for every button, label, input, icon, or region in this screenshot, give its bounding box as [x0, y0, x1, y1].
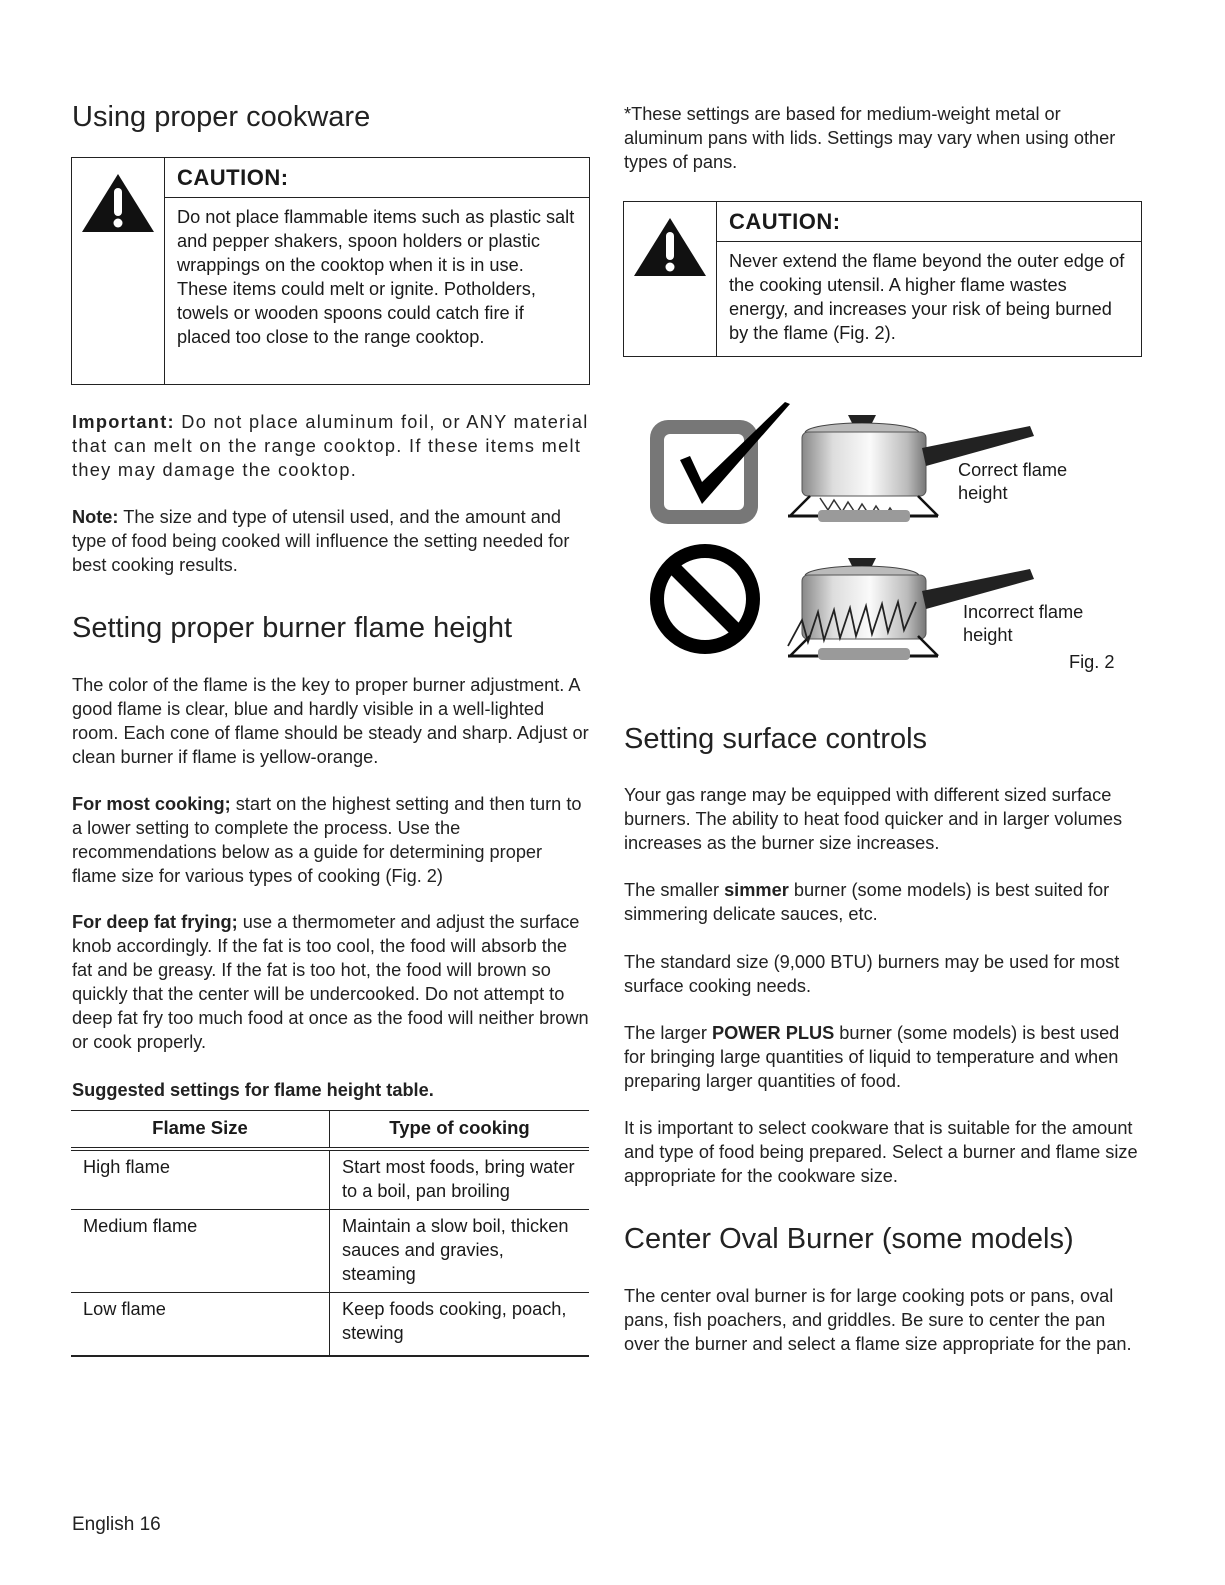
caution-heading: CAUTION:	[165, 158, 589, 198]
important-label: Important:	[72, 412, 175, 432]
cooking-type-cell: Start most foods, bring water to a boil, pan broiling	[330, 1149, 590, 1210]
settings-note: *These settings are based for medium-weight metal or aluminum pans with lids. Settings may vary when using other types of pans.	[624, 104, 1116, 172]
table-header-row	[71, 1111, 589, 1150]
flame-size-cell: Medium flame	[71, 1210, 330, 1293]
prohibited-icon	[657, 551, 753, 647]
caution-text: Never extend the flame beyond the outer edge of the cooking utensil. A higher flame wastes energy, and increases your risk of being burned by the flame (Fig. 2).	[729, 251, 1125, 343]
correct-flame-label	[958, 459, 1067, 505]
table-row	[71, 1210, 589, 1293]
caution-heading: CAUTION:	[717, 202, 1141, 242]
deep-fat-text: use a thermometer and adjust the surface knob accordingly. If the fat is too cool, the food will absorb the fat and be greasy. If the fat is too hot, the food will brown so quickly that the center will be undercooked. Do not attempt to deep fat fry too much food at once as the food will neither brown or cook properly.	[72, 912, 589, 1052]
section-title-oval-burner: Center Oval Burner (some models)	[624, 1223, 1074, 1255]
deep-fat-paragraph	[72, 910, 590, 1054]
surface-para-4	[624, 1021, 1144, 1093]
section-title-surface-controls: Setting surface controls	[624, 723, 928, 755]
flame-settings-table	[71, 1110, 589, 1357]
check-icon	[650, 402, 790, 524]
cooking-type-cell: Keep foods cooking, poach, stewing	[330, 1293, 590, 1357]
surface-para-4-c: burner (some models) is best used for bringing large quantities of liquid to temperature and when preparing larger quantities of food.	[624, 1023, 1120, 1091]
table-row	[71, 1293, 589, 1357]
warning-icon	[80, 172, 156, 234]
surface-para-3: The standard size (9,000 BTU) burners may be used for most surface cooking needs.	[624, 952, 1120, 996]
flame-size-cell: Low flame	[71, 1293, 330, 1357]
section-title-cookware: Using proper cookware	[72, 101, 371, 133]
caution-text: Do not place flammable items such as plastic salt and pepper shakers, spoon holders or plastic wrappings on the cooktop when it is in use. These items could melt or ignite. Potholders, towels or wooden spoons could catch fire if placed too close to the range cooktop.	[177, 207, 575, 347]
figure-caption: Fig. 2	[1069, 652, 1115, 672]
power-plus-label: POWER PLUS	[711, 1023, 835, 1043]
surface-para-2-c: burner (some models) is best suited for simmering delicate sauces, etc.	[624, 880, 1110, 924]
most-cooking-paragraph	[72, 792, 590, 888]
important-text: Do not place aluminum foil, or ANY material that can melt on the range cooktop. If these items melt they may damage the cooktop.	[72, 412, 589, 480]
col-header-type-of-cooking: Type of cooking	[330, 1111, 590, 1150]
warning-icon-cell	[72, 158, 165, 384]
simmer-label: simmer	[724, 880, 789, 900]
correct-label-line2: height	[958, 483, 1008, 503]
incorrect-label-line2: height	[963, 625, 1013, 645]
surface-para-5: It is important to select cookware that is suitable for the amount and type of food being prepared. Select a burner and flame size appropriate for the cookware size.	[624, 1118, 1138, 1186]
surface-para-2-a: The smaller	[624, 880, 725, 900]
deep-fat-label: For deep fat frying;	[72, 912, 238, 932]
page-footer: English 16	[72, 1514, 161, 1535]
table-row	[71, 1149, 589, 1210]
cooking-type-cell: Maintain a slow boil, thicken sauces and gravies, steaming	[330, 1210, 590, 1293]
section-title-flame-height: Setting proper burner flame height	[72, 612, 513, 644]
note-text: The size and type of utensil used, and the amount and type of food being cooked will influence the setting needed for best cooking results.	[72, 507, 570, 575]
table-caption: Suggested settings for flame height table.	[72, 1080, 434, 1100]
most-cooking-label: For most cooking;	[72, 794, 231, 814]
correct-label-line1: Correct flame	[958, 460, 1068, 480]
flame-color-paragraph: The color of the flame is the key to proper burner adjustment. A good flame is clear, blue and hardly visible in a well-lighted room. Each cone of flame should be steady and sharp. Adjust or clean burner if flame is yellow-orange.	[72, 675, 589, 767]
caution-box-flammable	[71, 157, 590, 385]
incorrect-label-line1: Incorrect flame	[963, 602, 1084, 622]
caution-box-flame	[623, 201, 1142, 357]
col-header-flame-size: Flame Size	[71, 1111, 330, 1150]
flame-size-cell: High flame	[71, 1149, 330, 1210]
warning-icon-cell	[624, 202, 717, 356]
surface-para-4-a: The larger	[624, 1023, 712, 1043]
note-label: Note:	[72, 507, 119, 527]
note-paragraph	[72, 505, 590, 577]
most-cooking-text: start on the highest setting and then turn to a lower setting to complete the process. Use the recommendations below as a guide for determining proper flame size for various types of cooking (Fig. 2)	[72, 794, 582, 886]
warning-icon	[632, 216, 708, 278]
important-paragraph	[72, 410, 590, 482]
incorrect-flame-label	[963, 601, 1083, 647]
surface-para-2	[624, 878, 1144, 926]
oval-burner-paragraph: The center oval burner is for large cooking pots or pans, oval pans, fish poachers, and griddles. Be sure to center the pan over the burner and select a flame size appropriate for the pan.	[624, 1286, 1132, 1354]
surface-para-1: Your gas range may be equipped with different sized surface burners. The ability to heat food quicker and in larger volumes increases as the burner size increases.	[624, 785, 1123, 853]
